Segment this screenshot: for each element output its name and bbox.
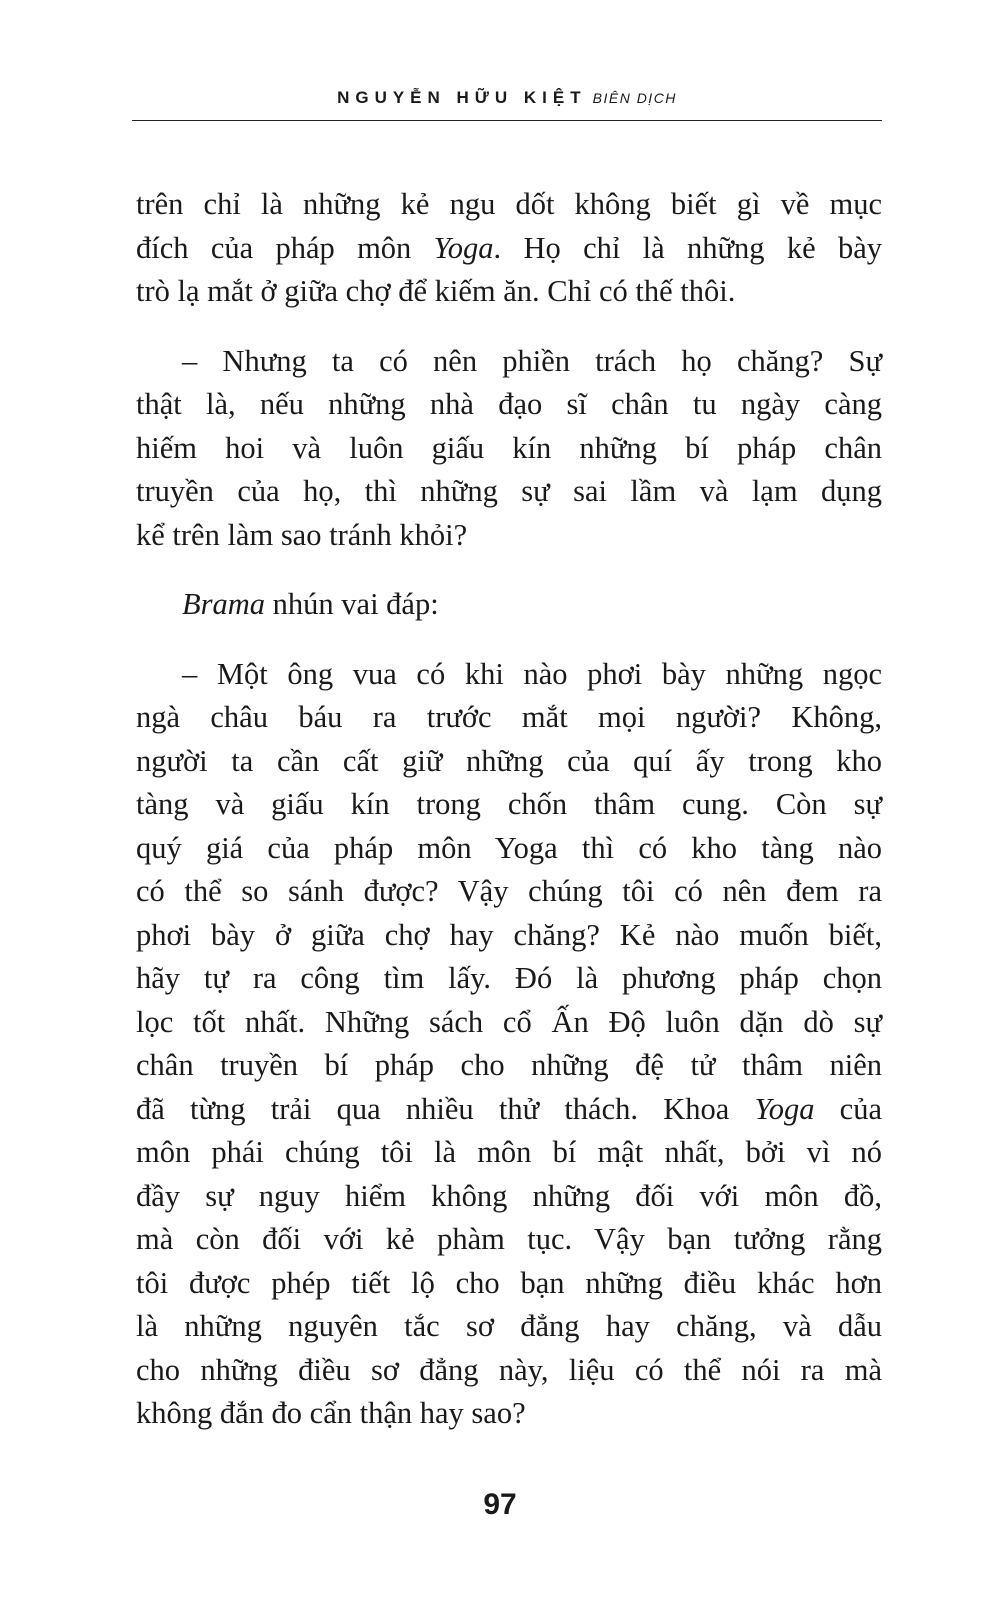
text-line: môn phái chúng tôi là môn bí mật nhất, bởi vì nó xyxy=(136,1135,882,1169)
italic-term: Yoga xyxy=(754,1091,815,1126)
text-line: ngà châu báu ra trước mắt mọi người? Không, xyxy=(136,700,882,734)
text-line: mà còn đối với kẻ phàm tục. Vậy bạn tưởng rằng xyxy=(136,1222,882,1256)
text-line: hãy tự ra công tìm lấy. Đó là phương pháp chọn xyxy=(136,961,882,995)
paragraph xyxy=(136,183,882,314)
text-line: có thể so sánh được? Vậy chúng tôi có nên đem ra xyxy=(136,874,882,908)
text-line: kể trên làm sao tránh khỏi? xyxy=(136,517,468,552)
text-line: truyền của họ, thì những sự sai lầm và lạm dụng xyxy=(136,474,882,508)
page-number: 97 xyxy=(483,1488,517,1521)
paragraph xyxy=(136,583,882,627)
running-header xyxy=(132,88,882,108)
text-line: trò lạ mắt ở giữa chợ để kiếm ăn. Chỉ có thế thôi. xyxy=(136,274,736,308)
header-author: NGUYỄN HỮU KIỆT xyxy=(337,88,587,107)
italic-term: Brama xyxy=(182,587,266,621)
text-line: – Nhưng ta có nên phiền trách họ chăng? Sự xyxy=(182,343,882,378)
header-role: BIÊN DỊCH xyxy=(592,90,677,106)
text-line: – Một ông vua có khi nào phơi bày những ngọc xyxy=(182,656,882,691)
text-line: thật là, nếu những nhà đạo sĩ chân tu ngày càng xyxy=(136,387,882,421)
text-line: là những nguyên tắc sơ đẳng hay chăng, và dẫu xyxy=(136,1309,882,1343)
text-line: trên chỉ là những kẻ ngu dốt không biết gì về mục xyxy=(136,187,882,221)
text-line: đã từng trải qua nhiều thử thách. Khoa Yoga của xyxy=(136,1091,883,1126)
text-line: hiếm hoi và luôn giấu kín những bí pháp chân xyxy=(136,430,882,465)
text-line: Brama nhún vai đáp: xyxy=(182,587,439,621)
text-line: người ta cần cất giữ những của quí ấy trong kho xyxy=(136,743,882,778)
text-line: tàng và giấu kín trong chốn thâm cung. Còn sự xyxy=(136,787,882,821)
text-line: lọc tốt nhất. Những sách cổ Ấn Độ luôn dặn dò sự xyxy=(136,1004,882,1039)
italic-term: Yoga xyxy=(433,230,494,265)
text-line: tôi được phép tiết lộ cho bạn những điều khác hơn xyxy=(136,1265,882,1300)
text-line: quý giá của pháp môn Yoga thì có kho tàng nào xyxy=(136,830,882,865)
text-line: cho những điều sơ đẳng này, liệu có thể nói ra mà xyxy=(136,1352,882,1387)
text-line: đích của pháp môn Yoga. Họ chỉ là những kẻ bày xyxy=(136,230,882,265)
text-line: phơi bày ở giữa chợ hay chăng? Kẻ nào muốn biết, xyxy=(136,917,882,952)
paragraph xyxy=(136,653,882,1436)
body-text xyxy=(136,183,882,1462)
paragraph xyxy=(136,340,882,558)
text-line: chân truyền bí pháp cho những đệ tử thâm niên xyxy=(136,1048,882,1082)
text-line: đầy sự nguy hiểm không những đối với môn đồ, xyxy=(136,1178,882,1213)
header-rule xyxy=(132,120,882,121)
text-line: không đắn đo cẩn thận hay sao? xyxy=(136,1396,526,1430)
